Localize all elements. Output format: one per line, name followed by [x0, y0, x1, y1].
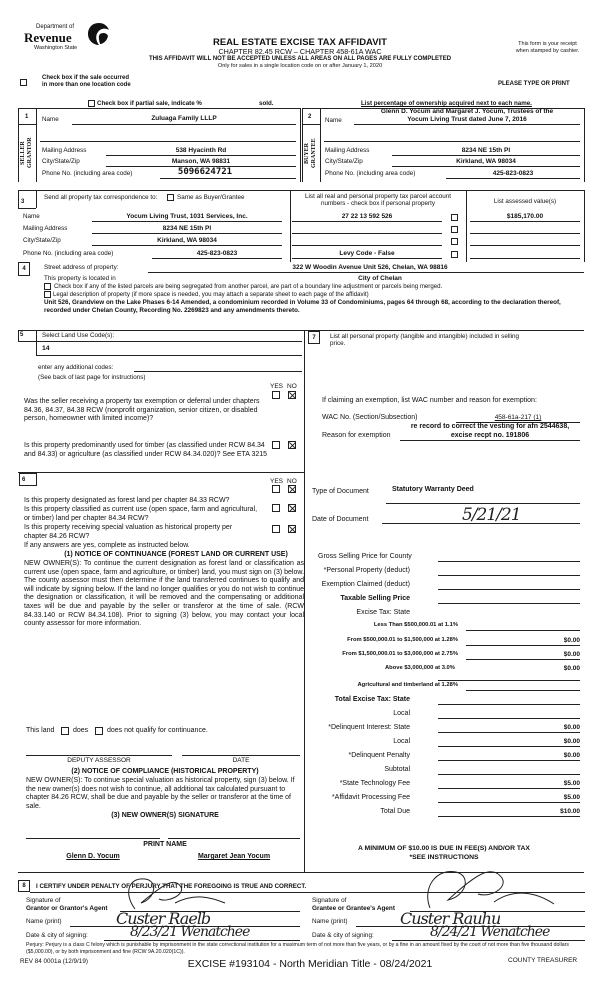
legal-description[interactable]: Unit 526, Grandview on the Lake Phases 6-14 Amended, a condominium recorded in Volume 33 of Condominiums, pages 64 through 68, according to the declaration thereof, recorded under Chelan County, Recording No. 2269823 and any amendments thereto.: [44, 299, 561, 314]
seller-city-state-zip[interactable]: Manson, WA 98831: [171, 158, 231, 165]
parcel-4-personal-checkbox[interactable]: [451, 251, 458, 258]
grantor-signature-label: Signature of Grantor or Grantor's Agent: [26, 897, 108, 912]
land-use-question-1: Was the seller receiving a property tax exemption or deferral under chapters 84.36, 84.37, 84.38 RCW (nonprofit organization, senior citizen, or disabled person, homeowner with limited income)?: [24, 398, 260, 423]
tax-row-label: Above $3,000,000 at 3.0%: [385, 665, 455, 671]
buyer-name-line2[interactable]: Yocum Living Trust dated June 7, 2016: [407, 116, 527, 123]
q5-2-yes-checkbox[interactable]: [272, 441, 280, 449]
notice-3-title: (3) NEW OWNER(S) SIGNATURE: [111, 812, 219, 819]
notice-1-title: (1) NOTICE OF CONTINUANCE (FOREST LAND OR CURRENT USE): [64, 551, 288, 558]
buyer-phone[interactable]: 425-823-0823: [492, 170, 534, 177]
parcel-header: List all real and personal property tax parcel account numbers - check box if personal property: [305, 193, 451, 207]
buyer-mailing-address[interactable]: 8234 NE 15th Pl: [461, 147, 511, 154]
county-treasurer-label: COUNTY TREASURER: [508, 957, 578, 964]
grantor-name-print-label: Name (print): [26, 918, 62, 925]
buyer-grantee-label: BUYER GRANTEE: [304, 138, 317, 168]
notice-2-title: (2) NOTICE OF COMPLIANCE (HISTORICAL PROPERTY): [71, 768, 259, 775]
notice-1-text: NEW OWNER(S): To continue the current designation as forest land or classification as current use (open space, farm and agriculture, or timber) land, you must sign on (3) below. The county assessor must then determine if the land transferred continues to qualify and will indicate by signing below. If the land no longer qualifies or you do not wish to continue the designation or classification, it will be removed and the compensating or additional taxes will be due and payable by the seller or transferor at the time of sale. (RCW 84.33.140 or RCW 84.34.108). Prior to signing (3) below, you may contact your local county assessor for more information.: [24, 560, 304, 628]
print-name-label: PRINT NAME: [143, 841, 187, 848]
seller-name[interactable]: Zuluaga Family LLLP: [151, 115, 217, 122]
q6-header-no-checkbox-checked[interactable]: [288, 485, 296, 493]
section-1-number: 1: [25, 114, 29, 120]
section-5-number: 5: [20, 332, 24, 338]
doc-date-handwritten[interactable]: 5/21/21: [462, 505, 521, 525]
tax-row-label: *Delinquent Penalty: [348, 752, 410, 759]
land-use-instructions: (See back of last page for instructions): [38, 374, 146, 381]
correspondence-city-label: City/State/Zip: [23, 237, 61, 244]
form-subtitle: CHAPTER 82.45 RCW – CHAPTER 458-61A WAC: [218, 47, 382, 56]
new-owner-1-name[interactable]: Glenn D. Yocum: [66, 853, 120, 860]
partial-sale-sold: sold.: [259, 100, 274, 107]
parcel-number-1[interactable]: 27 22 13 592 526: [341, 213, 393, 220]
exemption-reason-line1[interactable]: re record to correct the vesting for afn 2544638,: [410, 423, 570, 430]
parcel-number-4[interactable]: Levy Code - False: [339, 250, 395, 257]
s6-no-header: NO: [287, 478, 297, 485]
seller-city-label: City/State/Zip: [42, 158, 80, 165]
grantee-name-print-label: Name (print): [312, 918, 348, 925]
q6-2-yes-checkbox[interactable]: [272, 504, 280, 512]
tax-row-label: Total Excise Tax: State: [334, 696, 410, 703]
grantor-signature[interactable]: [115, 873, 235, 913]
parcel-1-personal-checkbox[interactable]: [451, 214, 458, 221]
continuance-prefix: This land: [26, 727, 55, 734]
land-use-no-header: NO: [287, 383, 297, 390]
date-label: DATE: [232, 757, 250, 764]
located-in[interactable]: City of Chelan: [358, 275, 402, 282]
grantee-date-city-label: Date & city of signing:: [312, 932, 374, 939]
correspondence-phone-label: Phone No. (including area code): [23, 250, 114, 257]
s6-yes-header: YES: [270, 478, 284, 485]
correspondence-mailing-label: Mailing Address: [23, 225, 68, 232]
section-3-number: 3: [21, 199, 25, 205]
continuance-does: does: [73, 727, 89, 734]
tax-row-value[interactable]: $0.00: [563, 665, 580, 672]
seller-mailing-address[interactable]: 538 Hyacinth Rd: [175, 147, 227, 154]
continuance-does-not-checkbox[interactable]: [95, 727, 103, 735]
segregated-checkbox[interactable]: [44, 283, 51, 290]
street-address-label: Street address of property:: [44, 264, 119, 271]
q5-1-no-checkbox-checked[interactable]: [288, 391, 296, 399]
tax-row-label: Local: [393, 738, 410, 745]
located-label: This property is located in: [44, 275, 116, 282]
new-owner-2-name[interactable]: Margaret Jean Yocum: [197, 853, 271, 860]
parcel-2-personal-checkbox[interactable]: [451, 226, 458, 233]
doc-type[interactable]: Statutory Warranty Deed: [392, 486, 474, 493]
form-note: Only for sales in a single location code on or after January 1, 2020: [217, 63, 383, 69]
buyer-mailing-label: Mailing Address: [325, 147, 370, 154]
same-as-buyer-checkbox[interactable]: [167, 194, 174, 201]
q5-1-yes-checkbox[interactable]: [272, 391, 280, 399]
tax-row-label: Local: [393, 710, 410, 717]
land-use-question-2: Is this property predominantly used for timber (as classified under RCW 84.34 and 84.33) or agriculture (as classified under RCW 84.34.020)? See ETA 3215: [24, 442, 268, 458]
tax-row-label: Gross Selling Price for County: [318, 553, 412, 560]
s6-instructions: If any answers are yes, complete as instructed below.: [24, 542, 190, 549]
additional-codes-label: enter any additional codes:: [38, 364, 114, 371]
form-warning: THIS AFFIDAVIT WILL NOT BE ACCEPTED UNLESS ALL AREAS ON ALL PAGES ARE FULLY COMPLETED: [148, 56, 452, 62]
land-use-code[interactable]: 14: [42, 345, 50, 352]
please-type-or-print: PLEASE TYPE OR PRINT: [498, 81, 570, 87]
parcel-3-personal-checkbox[interactable]: [451, 238, 458, 245]
tax-row-value[interactable]: $0.00: [563, 651, 580, 658]
receipt-note: This form is your receipt when stamped by cashier.: [515, 41, 580, 54]
tax-row-label: *State Technology Fee: [339, 780, 410, 787]
buyer-city-label: City/State/Zip: [325, 158, 363, 165]
legal-description-label: Legal description of property (if more space is needed, you may attach a separate sheet to each page of the affidavit): [53, 291, 369, 298]
tax-row-label: *Affidavit Processing Fee: [331, 794, 410, 801]
tax-row-label: Agricultural and timberland at 1.28%: [357, 682, 458, 688]
buyer-name-label: Name: [325, 117, 342, 124]
seller-name-label: Name: [42, 116, 59, 123]
tax-row-value[interactable]: $10.00: [560, 808, 580, 815]
same-as-buyer-label: Same as Buyer/Grantee: [177, 194, 245, 201]
ownership-note: List percentage of ownership acquired next to each name.: [361, 100, 532, 107]
continuance-does-not: does not qualify for continuance.: [107, 727, 208, 734]
tax-row-label: *Personal Property (deduct): [323, 567, 410, 574]
dor-logo: [22, 24, 117, 54]
notice-2-text: NEW OWNER(S): To continue special valuation as historical property, sign (3) below. If the new owner(s) does not wish to continue, all additional tax calculated pursuant to chapter 84.26 RCW, shall be due and payable by the seller or transferor at the time of sale.: [26, 777, 295, 810]
grantor-date-city-signature[interactable]: 8/23/21 Wenatchee: [130, 924, 250, 940]
correspondence-name[interactable]: Yocum Living Trust, 1031 Services, Inc.: [126, 213, 248, 220]
q5-2-no-checkbox-checked[interactable]: [288, 441, 296, 449]
assessed-header: List assessed value(s): [493, 198, 557, 205]
multi-location-checkbox[interactable]: [20, 79, 27, 86]
seller-mailing-label: Mailing Address: [42, 147, 87, 154]
s6-question-1: Is this property designated as forest land per chapter 84.33 RCW?: [24, 497, 230, 504]
minimum-due-note: A MINIMUM OF $10.00 IS DUE IN FEE(S) AND/OR TAX *SEE INSTRUCTIONS: [358, 845, 530, 861]
multi-location-label: Check box if the sale occurred in more than one location code: [42, 75, 131, 88]
seller-grantor-label: SELLER GRANTOR: [20, 137, 33, 169]
tax-row-value[interactable]: $0.00: [563, 637, 580, 644]
seller-phone[interactable]: 5096624721: [177, 167, 233, 177]
continuance-does-checkbox[interactable]: [61, 727, 69, 735]
s6-question-2: Is this property classified as current use (open space, farm and agricultural, or timber) land per chapter 84.34 RCW?: [24, 506, 258, 522]
certification-statement: I CERTIFY UNDER PENALTY OF PERJURY THAT THE FOREGOING IS TRUE AND CORRECT.: [36, 883, 307, 890]
logo-revenue: Revenue: [24, 30, 72, 45]
buyer-phone-label: Phone No. (including area code): [325, 170, 416, 177]
section-6-number: 6: [19, 473, 37, 486]
tax-row-label: Exemption Claimed (deduct): [321, 581, 410, 588]
segregated-label: Check box if any of the listed parcels are being segregated from another parcel, are part of a boundary line adjustment or parcels being merged.: [54, 283, 443, 290]
tax-row-label: Excise Tax: State: [356, 609, 410, 616]
assessed-value-1[interactable]: $185,170.00: [506, 213, 544, 220]
tax-row-value[interactable]: $0.00: [563, 738, 580, 745]
grantee-signature[interactable]: [420, 862, 560, 912]
tax-row-label: Subtotal: [384, 766, 410, 773]
correspondence-phone[interactable]: 425-823-0823: [196, 250, 238, 257]
land-use-label: Select Land Use Code(s):: [42, 332, 115, 339]
wac-number[interactable]: 458-61a-217 (1): [494, 414, 542, 421]
seller-phone-label: Phone No. (including area code): [42, 170, 133, 177]
grantor-date-city-label: Date & city of signing:: [26, 932, 88, 939]
form-id: REV 84 0001a (12/9/19): [20, 958, 88, 965]
correspondence-mailing[interactable]: 8234 NE 15th Pl: [162, 225, 212, 232]
doc-type-label: Type of Document: [312, 488, 369, 495]
section-2-number: 2: [308, 114, 312, 120]
grantee-date-city-signature[interactable]: 8/24/21 Wenatchee: [430, 924, 550, 940]
buyer-name-line1[interactable]: Glenn D. Yocum and Margaret J. Yocum, Trustees of the: [380, 108, 554, 115]
excise-stamp: EXCISE #193104 - North Meridian Title - 08/24/2021: [187, 958, 433, 970]
logo-washington-state: Washington State: [34, 45, 78, 51]
correspondence-city[interactable]: Kirkland, WA 98034: [157, 237, 217, 244]
tax-row-value[interactable]: $5.00: [563, 794, 580, 801]
q6-3-no-checkbox-checked[interactable]: [288, 525, 296, 533]
tax-row-label: Total Due: [380, 808, 410, 815]
tax-row-value[interactable]: $0.00: [563, 724, 580, 731]
street-address[interactable]: 322 W Woodin Avenue Unit 526, Chelan, WA 98816: [292, 264, 448, 271]
doc-date-label: Date of Document: [312, 516, 369, 523]
section-7-number: 7: [308, 331, 320, 344]
logo-department-of: Department of: [36, 24, 75, 30]
dor-swirl-logo-icon: [86, 21, 112, 47]
q6-header-yes-checkbox[interactable]: [272, 485, 280, 493]
correspondence-name-label: Name: [23, 213, 40, 220]
grantee-signature-label: Signature of Grantee or Grantee's Agent: [312, 897, 395, 912]
tax-row-value[interactable]: $5.00: [563, 780, 580, 787]
partial-sale-checkbox[interactable]: [88, 100, 95, 107]
grantor-name-print-signature[interactable]: Custer Raelb: [116, 909, 211, 928]
tax-row-label: Less Than $500,000.01 at 1.1%: [373, 622, 458, 628]
legal-description-checkbox[interactable]: [44, 291, 51, 298]
land-use-yes-header: YES: [270, 383, 284, 390]
exemption-reason-line2[interactable]: excise recpt no. 191806: [450, 432, 530, 439]
section-4-number: 4: [18, 262, 30, 276]
tax-row-label: *Delinquent Interest: State: [328, 724, 410, 731]
reason-label: Reason for exemption: [322, 432, 391, 439]
tax-row-label: From $1,500,000.01 to $3,000,000 at 2.75%: [342, 651, 458, 657]
q6-3-yes-checkbox[interactable]: [272, 525, 280, 533]
correspondence-label: Send all property tax correspondence to:: [44, 194, 158, 201]
partial-sale-label: Check box if partial sale, indicate %: [97, 100, 202, 107]
q6-2-no-checkbox-checked[interactable]: [288, 504, 296, 512]
section-8-number: 8: [18, 880, 30, 892]
grantee-name-print-signature[interactable]: Custer Rauhu: [400, 909, 501, 928]
s6-question-3: Is this property receiving special valuation as historical property per chapter 84.26 RCW?: [24, 524, 233, 540]
buyer-city-state-zip[interactable]: Kirkland, WA 98034: [456, 158, 516, 165]
tax-row-label: Taxable Selling Price: [340, 595, 410, 602]
personal-property-label: List all personal property (tangible and intangible) included in selling price.: [330, 333, 520, 347]
tax-row-value[interactable]: $0.00: [563, 752, 580, 759]
form-title: REAL ESTATE EXCISE TAX AFFIDAVIT: [212, 37, 387, 48]
perjury-statement: Perjury: Perjury is a class C felony which is punishable by imprisonment in the state correctional institution for a maximum term of not more than five years, or by a fine in an amount fixed by the court of not more than five thousand dollars ($5,000.00), or by both imprisonment and fine (RCW 9A.20.020(1C)).: [26, 942, 569, 955]
exemption-label: If claiming an exemption, list WAC number and reason for exemption:: [322, 397, 537, 404]
deputy-assessor-label: DEPUTY ASSESSOR: [67, 757, 131, 764]
tax-row-label: From $500,000.01 to $1,500,000 at 1.28%: [347, 637, 458, 643]
wac-label: WAC No. (Section/Subsection): [322, 414, 418, 421]
